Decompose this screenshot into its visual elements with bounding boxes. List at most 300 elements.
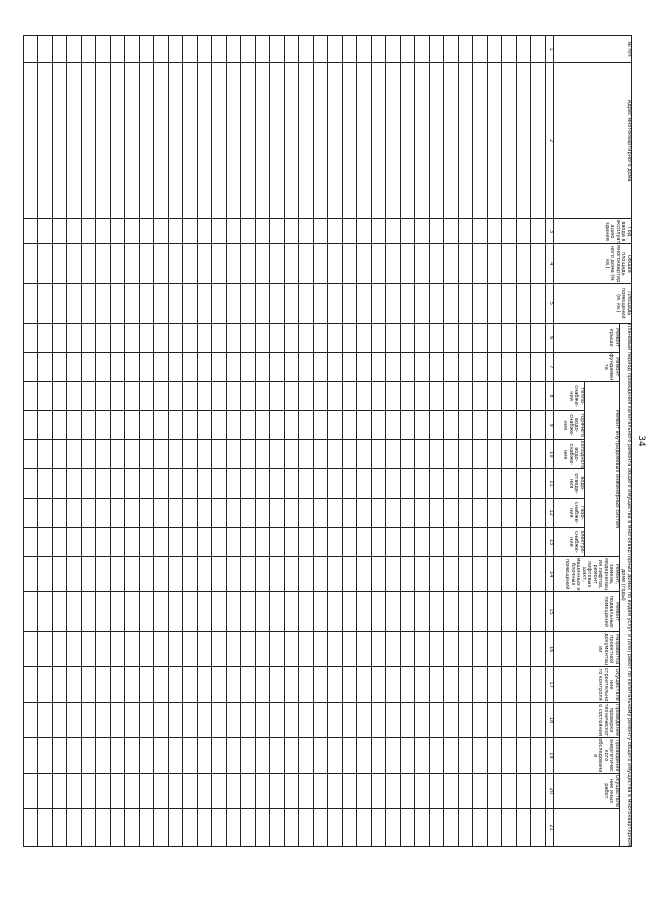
table-cell	[372, 411, 387, 440]
table-cell	[430, 702, 445, 737]
table-cell	[517, 284, 532, 324]
column-index: 17	[546, 667, 554, 702]
table-cell	[125, 352, 140, 381]
table-cell	[241, 702, 256, 737]
table-cell	[111, 592, 126, 632]
table-cell	[459, 556, 474, 591]
table-cell	[415, 592, 430, 632]
table-cell	[357, 36, 372, 63]
table-cell	[82, 773, 97, 808]
table-cell	[38, 556, 53, 591]
table-cell	[125, 440, 140, 469]
table-cell	[67, 592, 82, 632]
table-cell	[444, 284, 459, 324]
table-cell	[82, 219, 97, 244]
table-cell	[531, 36, 546, 63]
table-cell	[401, 284, 416, 324]
table-cell	[24, 498, 39, 527]
table-cell	[357, 592, 372, 632]
table-cell	[430, 284, 445, 324]
table-cell	[444, 36, 459, 63]
table-cell	[198, 244, 213, 284]
table-cell	[299, 440, 314, 469]
table-cell	[227, 809, 242, 847]
table-cell	[357, 556, 372, 591]
table-cell	[169, 592, 184, 632]
table-cell	[357, 63, 372, 219]
table-cell	[38, 738, 53, 773]
table-cell	[401, 381, 416, 410]
table-cell	[372, 323, 387, 352]
table-cell	[183, 219, 198, 244]
table-cell	[256, 556, 271, 591]
table-cell	[183, 244, 198, 284]
table-cell	[24, 381, 39, 410]
table-cell	[256, 284, 271, 324]
table-cell	[212, 219, 227, 244]
table-cell	[488, 631, 503, 666]
table-cell	[154, 381, 169, 410]
table-cell	[96, 556, 111, 591]
table-cell	[212, 702, 227, 737]
table-row	[154, 36, 169, 847]
table-cell	[198, 527, 213, 556]
table-cell	[502, 498, 517, 527]
table-cell	[67, 469, 82, 498]
table-cell	[38, 702, 53, 737]
table-cell	[38, 527, 53, 556]
table-cell	[285, 219, 300, 244]
table-cell	[140, 773, 155, 808]
table-cell	[125, 702, 140, 737]
table-cell	[38, 667, 53, 702]
table-row	[183, 36, 198, 847]
table-cell	[96, 63, 111, 219]
table-row	[111, 36, 126, 847]
table-cell	[314, 219, 329, 244]
table-cell	[343, 809, 358, 847]
table-cell	[125, 36, 140, 63]
table-cell	[502, 667, 517, 702]
table-row	[357, 36, 372, 847]
table-cell	[96, 809, 111, 847]
table-cell	[314, 244, 329, 284]
table-cell	[24, 738, 39, 773]
table-cell	[415, 738, 430, 773]
table-row	[125, 36, 140, 847]
table-cell	[328, 323, 343, 352]
table-cell	[459, 36, 474, 63]
table-cell	[154, 323, 169, 352]
table-cell	[299, 667, 314, 702]
table-cell	[53, 63, 68, 219]
table-row	[270, 36, 285, 847]
table-cell	[227, 284, 242, 324]
table-cell	[198, 702, 213, 737]
table-cell	[299, 738, 314, 773]
table-cell	[111, 352, 126, 381]
table-cell	[154, 36, 169, 63]
table-cell	[96, 323, 111, 352]
table-cell	[24, 667, 39, 702]
table-cell	[154, 738, 169, 773]
table-cell	[401, 667, 416, 702]
table-cell	[111, 556, 126, 591]
table-cell	[24, 63, 39, 219]
table-cell	[154, 556, 169, 591]
table-cell	[96, 440, 111, 469]
table-cell	[241, 411, 256, 440]
table-cell	[183, 381, 198, 410]
table-cell	[372, 440, 387, 469]
table-cell	[270, 63, 285, 219]
table-cell	[82, 702, 97, 737]
table-cell	[227, 219, 242, 244]
header-address: Адрес многоквартирного дома	[554, 63, 632, 219]
table-cell	[517, 809, 532, 847]
header-sub-gas: газо-снабже-ния	[554, 498, 585, 527]
table-cell	[502, 702, 517, 737]
column-index: 12	[546, 498, 554, 527]
table-cell	[24, 36, 39, 63]
table-cell	[24, 352, 39, 381]
table-cell	[67, 63, 82, 219]
table-cell	[169, 36, 184, 63]
header-sub-hot-water: горячего водо-снабже-ния	[554, 411, 585, 440]
table-cell	[459, 631, 474, 666]
table-cell	[502, 440, 517, 469]
table-cell	[169, 219, 184, 244]
table-cell	[517, 631, 532, 666]
table-cell	[430, 63, 445, 219]
table-row	[256, 36, 271, 847]
table-cell	[299, 36, 314, 63]
table-cell	[96, 631, 111, 666]
table-cell	[270, 411, 285, 440]
table-cell	[343, 63, 358, 219]
table-cell	[198, 352, 213, 381]
table-cell	[256, 592, 271, 632]
table-cell	[386, 440, 401, 469]
table-cell	[473, 469, 488, 498]
table-cell	[111, 527, 126, 556]
table-cell	[198, 411, 213, 440]
table-cell	[473, 702, 488, 737]
table-cell	[24, 323, 39, 352]
table-cell	[227, 556, 242, 591]
table-cell	[444, 352, 459, 381]
table-row	[517, 36, 532, 847]
table-cell	[285, 592, 300, 632]
table-cell	[430, 592, 445, 632]
table-cell	[473, 773, 488, 808]
table-cell	[38, 63, 53, 219]
table-cell	[183, 773, 198, 808]
table-cell	[38, 592, 53, 632]
table-cell	[357, 738, 372, 773]
table-cell	[502, 738, 517, 773]
table-cell	[517, 352, 532, 381]
table-cell	[299, 469, 314, 498]
table-cell	[212, 63, 227, 219]
table-cell	[517, 219, 532, 244]
table-row	[444, 36, 459, 847]
table-cell	[96, 469, 111, 498]
table-cell	[169, 631, 184, 666]
table-cell	[154, 352, 169, 381]
header-energy-audit: Проведение энергетического обследования	[554, 738, 620, 773]
table-row	[386, 36, 401, 847]
table-cell	[415, 469, 430, 498]
table-cell	[198, 219, 213, 244]
table-cell	[227, 702, 242, 737]
table-cell	[531, 556, 546, 591]
table-cell	[415, 809, 430, 847]
table-cell	[82, 738, 97, 773]
table-cell	[183, 527, 198, 556]
table-cell	[82, 381, 97, 410]
table-cell	[24, 631, 39, 666]
table-cell	[314, 440, 329, 469]
table-cell	[140, 352, 155, 381]
table-cell	[415, 323, 430, 352]
table-cell	[444, 219, 459, 244]
table-cell	[140, 219, 155, 244]
table-cell	[415, 219, 430, 244]
table-cell	[82, 244, 97, 284]
table-cell	[285, 323, 300, 352]
table-row	[285, 36, 300, 847]
table-cell	[488, 527, 503, 556]
table-cell	[67, 809, 82, 847]
table-cell	[531, 738, 546, 773]
table-cell	[299, 773, 314, 808]
table-cell	[256, 469, 271, 498]
table-cell	[517, 592, 532, 632]
table-cell	[488, 219, 503, 244]
table-cell	[357, 631, 372, 666]
table-cell	[67, 667, 82, 702]
table-cell	[415, 667, 430, 702]
table-cell	[198, 36, 213, 63]
table-cell	[125, 556, 140, 591]
table-cell	[53, 527, 68, 556]
table-cell	[343, 592, 358, 632]
table-cell	[430, 809, 445, 847]
table-cell	[270, 381, 285, 410]
table-cell	[531, 527, 546, 556]
table-cell	[430, 469, 445, 498]
table-cell	[82, 631, 97, 666]
table-cell	[183, 498, 198, 527]
table-cell	[314, 809, 329, 847]
table-cell	[386, 36, 401, 63]
table-cell	[328, 352, 343, 381]
table-cell	[125, 592, 140, 632]
table-cell	[198, 667, 213, 702]
table-row	[53, 36, 68, 847]
table-cell	[502, 556, 517, 591]
table-cell	[125, 63, 140, 219]
table-cell	[531, 63, 546, 219]
table-cell	[212, 773, 227, 808]
table-cell	[82, 63, 97, 219]
table-cell	[227, 773, 242, 808]
table-cell	[372, 63, 387, 219]
table-cell	[430, 244, 445, 284]
table-cell	[328, 631, 343, 666]
table-cell	[473, 381, 488, 410]
table-cell	[401, 219, 416, 244]
table-cell	[459, 411, 474, 440]
table-cell	[415, 702, 430, 737]
table-cell	[488, 411, 503, 440]
table-cell	[125, 411, 140, 440]
table-cell	[401, 556, 416, 591]
table-cell	[386, 381, 401, 410]
table-cell	[270, 244, 285, 284]
table-cell	[154, 244, 169, 284]
table-cell	[140, 702, 155, 737]
table-cell	[241, 244, 256, 284]
table-cell	[415, 381, 430, 410]
table-cell	[459, 440, 474, 469]
header-basement: Ремонт подвальных помещений	[554, 592, 620, 632]
table-cell	[314, 411, 329, 440]
table-cell	[328, 527, 343, 556]
table-row	[473, 36, 488, 847]
table-cell	[473, 244, 488, 284]
table-cell	[502, 809, 517, 847]
table-cell	[111, 631, 126, 666]
table-cell	[154, 809, 169, 847]
table-cell	[154, 440, 169, 469]
table-cell	[256, 809, 271, 847]
table-cell	[227, 738, 242, 773]
table-cell	[328, 738, 343, 773]
table-cell	[270, 36, 285, 63]
table-cell	[502, 631, 517, 666]
table-cell	[241, 556, 256, 591]
table-cell	[531, 667, 546, 702]
table-cell	[241, 323, 256, 352]
table-cell	[285, 244, 300, 284]
table-cell	[270, 592, 285, 632]
table-cell	[140, 631, 155, 666]
table-cell	[531, 773, 546, 808]
table-cell	[183, 36, 198, 63]
table-cell	[314, 323, 329, 352]
table-cell	[401, 809, 416, 847]
table-cell	[531, 631, 546, 666]
table-cell	[430, 411, 445, 440]
table-cell	[473, 498, 488, 527]
table-cell	[67, 773, 82, 808]
table-cell	[531, 411, 546, 440]
table-cell	[459, 667, 474, 702]
table-cell	[285, 36, 300, 63]
table-cell	[386, 411, 401, 440]
table-cell	[343, 773, 358, 808]
table-cell	[241, 36, 256, 63]
table-cell	[314, 63, 329, 219]
table-cell	[111, 440, 126, 469]
table-cell	[227, 381, 242, 410]
column-index: 18	[546, 702, 554, 737]
table-cell	[53, 592, 68, 632]
table-cell	[531, 592, 546, 632]
table-cell	[372, 667, 387, 702]
table-cell	[517, 773, 532, 808]
table-cell	[67, 498, 82, 527]
table-cell	[38, 773, 53, 808]
table-cell	[473, 323, 488, 352]
table-cell	[111, 469, 126, 498]
table-cell	[256, 738, 271, 773]
table-cell	[357, 284, 372, 324]
table-cell	[169, 702, 184, 737]
table-cell	[488, 556, 503, 591]
table-cell	[111, 244, 126, 284]
table-cell	[459, 63, 474, 219]
table-cell	[517, 556, 532, 591]
table-cell	[212, 440, 227, 469]
table-cell	[140, 323, 155, 352]
table-cell	[328, 667, 343, 702]
table-cell	[140, 63, 155, 219]
table-row	[502, 36, 517, 847]
table-cell	[386, 469, 401, 498]
table-cell	[96, 667, 111, 702]
table-cell	[285, 440, 300, 469]
table-cell	[241, 773, 256, 808]
table-cell	[415, 556, 430, 591]
table-cell	[473, 219, 488, 244]
table-cell	[285, 527, 300, 556]
table-cell	[198, 773, 213, 808]
table-cell	[227, 352, 242, 381]
table-cell	[531, 219, 546, 244]
table-cell	[241, 631, 256, 666]
table-cell	[502, 592, 517, 632]
table-cell	[169, 667, 184, 702]
table-cell	[401, 469, 416, 498]
table-cell	[430, 440, 445, 469]
table-cell	[343, 440, 358, 469]
table-cell	[67, 36, 82, 63]
table-cell	[154, 592, 169, 632]
table-cell	[444, 440, 459, 469]
table-cell	[488, 773, 503, 808]
table-row	[241, 36, 256, 847]
table-cell	[198, 63, 213, 219]
table-row	[343, 36, 358, 847]
table-cell	[328, 556, 343, 591]
table-cell	[125, 527, 140, 556]
table-cell	[473, 809, 488, 847]
table-cell	[401, 323, 416, 352]
table-cell	[67, 323, 82, 352]
table-cell	[386, 323, 401, 352]
table-cell	[198, 469, 213, 498]
table-cell	[125, 469, 140, 498]
table-cell	[415, 411, 430, 440]
table-cell	[96, 244, 111, 284]
table-cell	[82, 556, 97, 591]
table-cell	[473, 556, 488, 591]
table-cell	[67, 411, 82, 440]
table-cell	[270, 738, 285, 773]
